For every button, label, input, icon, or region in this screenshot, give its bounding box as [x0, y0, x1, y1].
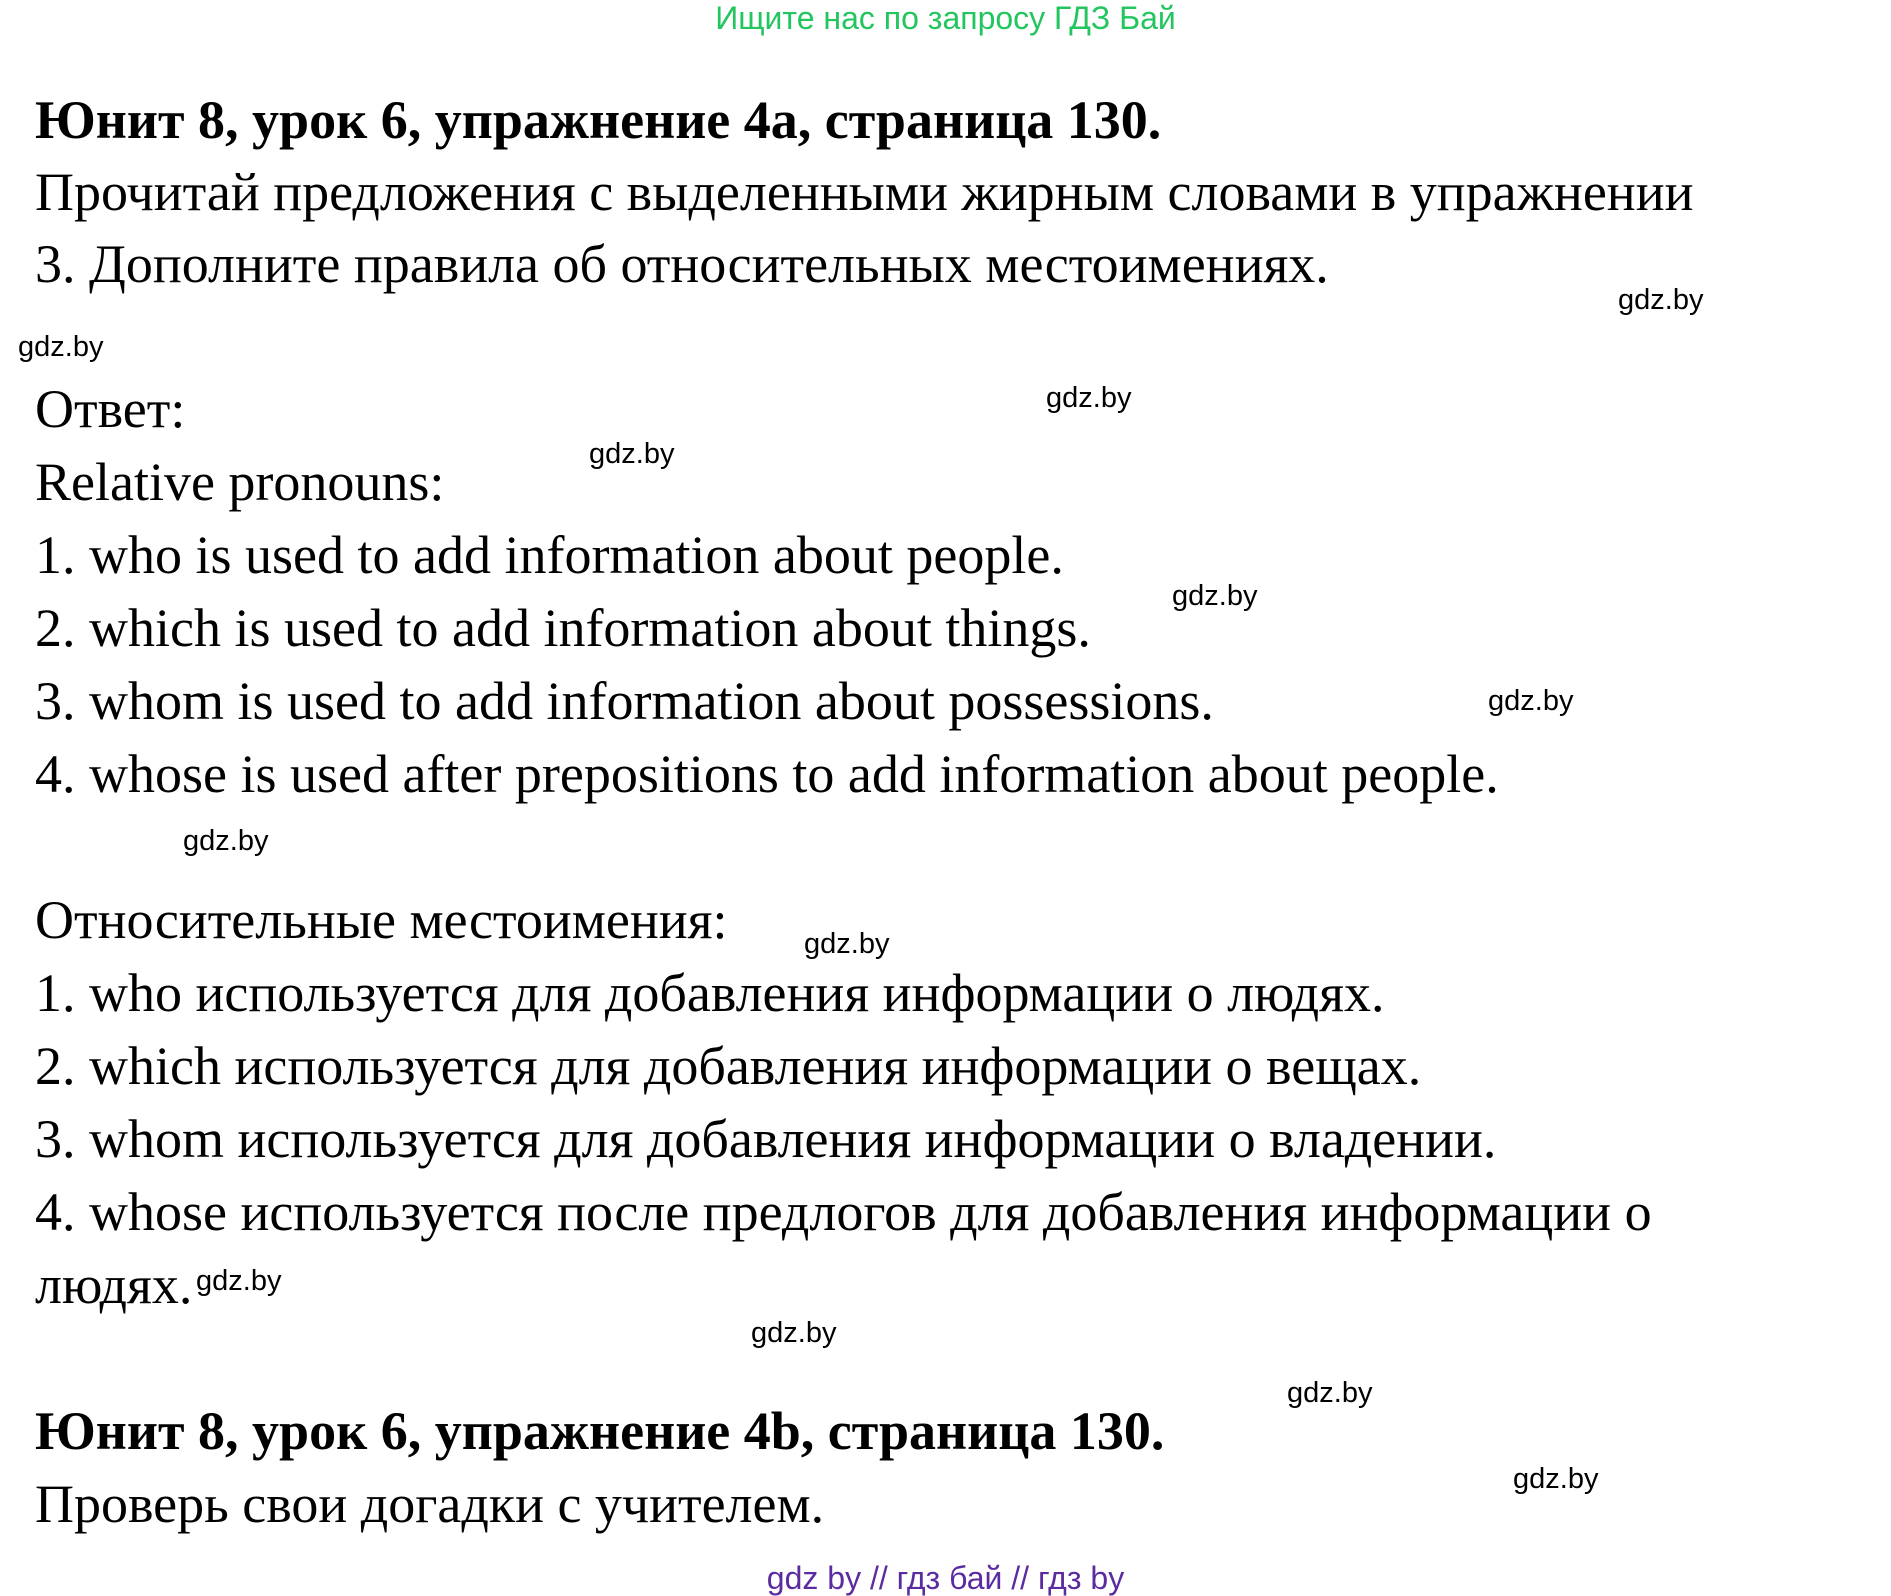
ru-item-2: 2. which используется для добавления информации о вещах.	[35, 1036, 1422, 1096]
answer-label: Ответ:	[35, 379, 186, 439]
en-item-2: 2. which is used to add information about things.	[35, 598, 1091, 658]
watermark: gdz.by	[1046, 382, 1132, 414]
en-item-4: 4. whose is used after prepositions to add information about people.	[35, 744, 1499, 804]
watermark: gdz.by	[196, 1265, 282, 1297]
ru-item-3: 3. whom используется для добавления информации о владении.	[35, 1109, 1497, 1169]
watermark: gdz.by	[18, 331, 104, 363]
en-item-3: 3. whom is used to add information about possessions.	[35, 671, 1214, 731]
en-item-1: 1. who is used to add information about people.	[35, 525, 1064, 585]
watermark: gdz.by	[804, 928, 890, 960]
ru-item-4: 4. whose используется после предлогов для добавления информации о	[35, 1182, 1652, 1242]
watermark: gdz.by	[1172, 580, 1258, 612]
watermark: gdz.by	[1287, 1377, 1373, 1409]
ru-item-4-continued: людях.	[35, 1255, 193, 1315]
watermark: gdz.by	[589, 438, 675, 470]
watermark: gdz.by	[751, 1317, 837, 1349]
heading-4b: Юнит 8, урок 6, упражнение 4b, страница 130.	[35, 1401, 1165, 1461]
ru-title: Относительные местоимения:	[35, 890, 728, 950]
task-4b: Проверь свои догадки с учителем.	[35, 1474, 825, 1534]
watermark: gdz.by	[1513, 1463, 1599, 1495]
task-line-2: 3. Дополните правила об относительных местоимениях.	[35, 234, 1329, 294]
task-line-1: Прочитай предложения с выделенными жирным словами в упражнении	[35, 162, 1694, 222]
watermark: gdz.by	[1618, 284, 1704, 316]
footer-links: gdz by // гдз бай // гдз by	[766, 1560, 1125, 1596]
watermark: gdz.by	[183, 825, 269, 857]
en-title: Relative pronouns:	[35, 452, 445, 512]
heading-4a: Юнит 8, урок 6, упражнение 4а, страница 130.	[35, 90, 1162, 150]
search-banner: Ищите нас по запросу ГДЗ Бай	[715, 0, 1176, 36]
watermark: gdz.by	[1488, 685, 1574, 717]
ru-item-1: 1. who используется для добавления информации о людях.	[35, 963, 1385, 1023]
